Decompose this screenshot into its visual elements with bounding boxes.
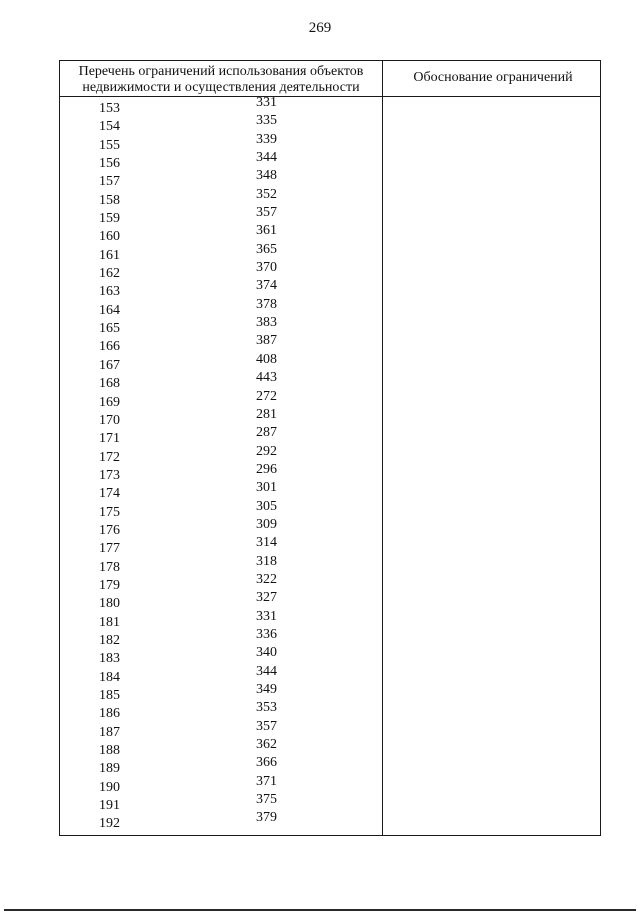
row-number: 167 [99, 357, 120, 373]
row-value: 366 [256, 755, 277, 771]
table-row [60, 186, 382, 211]
row-value: 336 [256, 626, 277, 642]
row-value: 301 [256, 480, 277, 496]
row-number: 172 [99, 449, 120, 465]
table-row [60, 168, 382, 192]
table-row [60, 810, 382, 834]
table-row [60, 370, 382, 394]
row-value: 318 [256, 553, 277, 569]
header-left-line-1: Перечень ограничений использования объектов [78, 64, 364, 79]
row-number: 185 [99, 688, 120, 703]
row-value: 353 [256, 700, 277, 716]
row-value: 335 [256, 113, 277, 129]
page-number: 269 [308, 20, 332, 36]
row-value: 375 [256, 792, 277, 808]
row-number: 163 [99, 284, 120, 300]
row-number: 154 [99, 119, 120, 135]
row-number: 160 [99, 229, 120, 245]
table-row [60, 95, 382, 119]
table-row [60, 792, 382, 816]
table-row [60, 553, 382, 578]
table-row [60, 296, 382, 321]
row-number: 157 [99, 174, 120, 190]
row-number: 186 [99, 706, 120, 722]
row-value: 361 [256, 223, 277, 239]
column-divider [382, 61, 383, 835]
row-number: 192 [99, 816, 120, 832]
row-value: 327 [256, 590, 277, 606]
row-value: 379 [256, 810, 277, 826]
table-row [60, 241, 382, 266]
row-number: 158 [99, 192, 120, 208]
table-row [60, 516, 382, 541]
row-value: 348 [256, 168, 277, 184]
row-number: 170 [99, 412, 120, 428]
row-value: 365 [256, 241, 277, 257]
row-number: 179 [99, 577, 120, 593]
row-number: 162 [99, 266, 120, 282]
row-number: 159 [99, 211, 120, 227]
row-number: 161 [99, 247, 120, 263]
row-number: 187 [99, 724, 120, 740]
table-row [60, 278, 382, 302]
row-number: 191 [99, 798, 120, 814]
table-row [60, 333, 382, 357]
row-value: 272 [256, 388, 277, 404]
row-number: 174 [99, 486, 120, 502]
table-row [60, 480, 382, 504]
row-value: 352 [256, 186, 277, 202]
table-row [60, 773, 382, 798]
row-number: 190 [99, 779, 120, 795]
row-value: 292 [256, 443, 277, 459]
table-row [60, 755, 382, 779]
row-value: 296 [256, 461, 277, 477]
row-number: 171 [99, 431, 120, 447]
row-number: 180 [99, 596, 120, 612]
table-row [60, 315, 382, 339]
row-number: 178 [99, 559, 120, 575]
row-value: 340 [256, 645, 277, 661]
row-number: 175 [99, 504, 120, 520]
header-left-line-2: недвижимости и осуществления деятельности [82, 80, 360, 95]
row-number: 173 [99, 467, 120, 483]
table-row [60, 608, 382, 633]
table-body [60, 95, 382, 835]
table-row [60, 737, 382, 761]
header-right-cell: Обоснование ограничений [413, 70, 573, 85]
table-row [60, 535, 382, 559]
table-row [60, 351, 382, 376]
table-row [60, 645, 382, 669]
row-value: 387 [256, 333, 277, 349]
row-number: 156 [99, 156, 120, 172]
row-number: 155 [99, 137, 120, 153]
row-value: 408 [256, 351, 277, 367]
row-number: 188 [99, 743, 120, 759]
page-edge-line [4, 909, 636, 911]
header-left-cell [62, 64, 380, 96]
row-number: 168 [99, 376, 120, 392]
table-row [60, 205, 382, 229]
row-value: 314 [256, 535, 277, 551]
row-value: 339 [256, 131, 277, 147]
row-value: 322 [256, 571, 277, 587]
row-value: 443 [256, 370, 277, 386]
table-row [60, 682, 382, 706]
row-number: 183 [99, 651, 120, 667]
row-value: 371 [256, 773, 277, 789]
table-row [60, 223, 382, 247]
restrictions-table [59, 60, 601, 836]
row-value: 281 [256, 406, 277, 422]
table-row [60, 663, 382, 688]
table-row [60, 443, 382, 468]
table-row [60, 700, 382, 724]
row-value: 344 [256, 663, 277, 679]
row-value: 331 [256, 95, 277, 110]
row-value: 305 [256, 498, 277, 514]
row-value: 357 [256, 205, 277, 221]
row-number: 165 [99, 321, 120, 337]
header-divider [60, 96, 600, 97]
table-row [60, 718, 382, 743]
table-row [60, 461, 382, 486]
table-row [60, 571, 382, 596]
row-value: 309 [256, 516, 277, 532]
row-value: 383 [256, 315, 277, 331]
row-value: 370 [256, 260, 277, 276]
table-row [60, 150, 382, 174]
row-number: 177 [99, 541, 120, 557]
table-row [60, 406, 382, 431]
row-number: 164 [99, 302, 120, 318]
table-row [60, 498, 382, 523]
row-number: 184 [99, 669, 120, 685]
table-row [60, 260, 382, 284]
row-value: 362 [256, 737, 277, 753]
table-row [60, 425, 382, 449]
row-number: 169 [99, 394, 120, 410]
table-row [60, 626, 382, 651]
row-number: 189 [99, 761, 120, 777]
table-row [60, 590, 382, 614]
row-number: 181 [99, 614, 120, 630]
row-value: 349 [256, 682, 277, 697]
row-value: 374 [256, 278, 277, 294]
row-number: 153 [99, 101, 120, 116]
row-value: 287 [256, 425, 277, 441]
row-value: 378 [256, 296, 277, 312]
table-row [60, 113, 382, 137]
table-row [60, 388, 382, 413]
row-value: 331 [256, 608, 277, 624]
row-value: 357 [256, 718, 277, 734]
table-row [60, 131, 382, 156]
row-number: 176 [99, 522, 120, 538]
row-number: 182 [99, 632, 120, 648]
row-value: 344 [256, 150, 277, 166]
row-number: 166 [99, 339, 120, 355]
